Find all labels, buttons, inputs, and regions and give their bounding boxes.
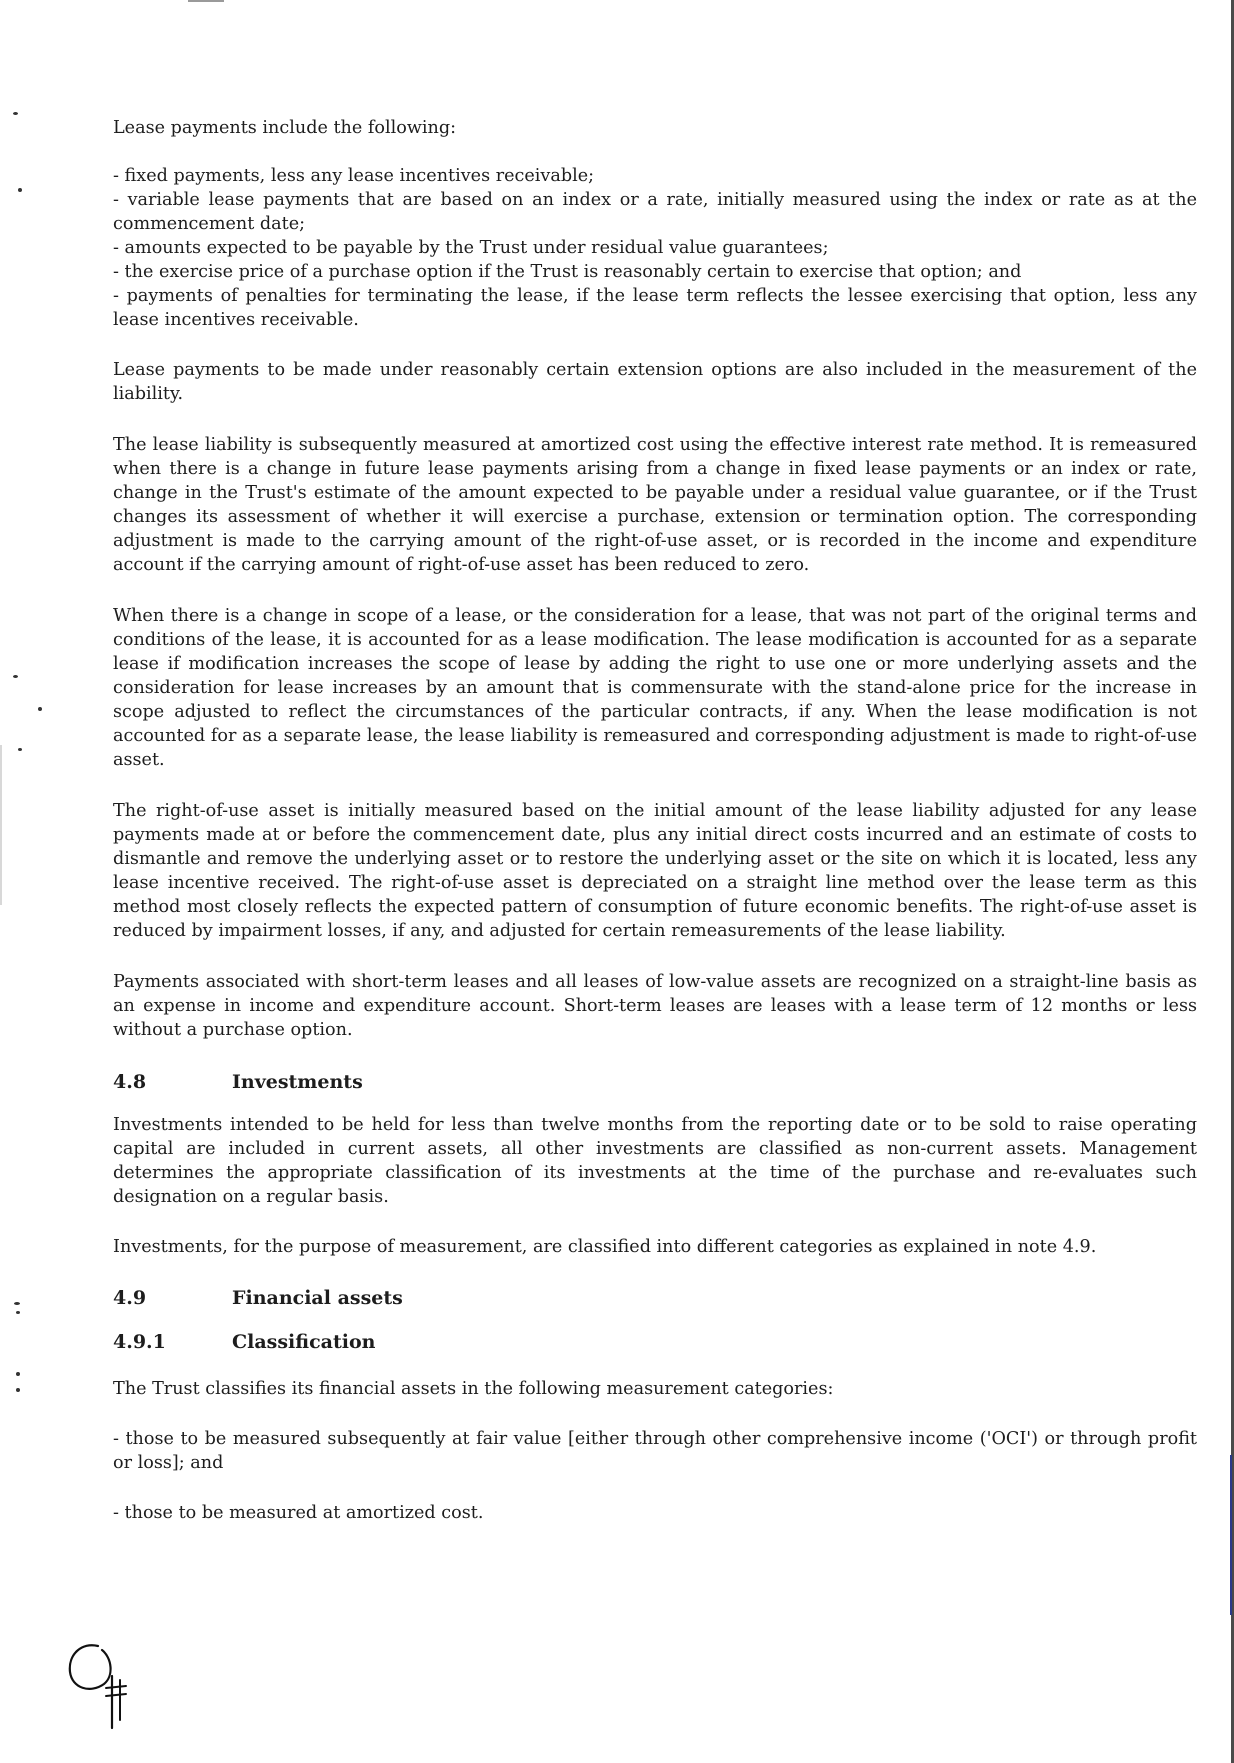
- paragraph: The Trust classifies its financial assets in the following measurement categories:: [113, 1379, 834, 1399]
- list-item: - those to be measured at amortized cost.: [113, 1503, 484, 1523]
- scan-artifact: [38, 707, 42, 711]
- scan-artifact: [0, 745, 2, 905]
- paragraph: Payments associated with short-term leases and all leases of low-value assets are recognized on a straight-line basis as an expense in income and expenditure account. Short-term leases are leases with a lease term of 12 months or less without a purchase option.: [113, 972, 1197, 1040]
- scan-artifact: [188, 0, 224, 2]
- paragraph: When there is a change in scope of a lease, or the consideration for a lease, that was not part of the original terms and conditions of the lease, it is accounted for as a lease modification. The lease modification is accounted for as a separate lease if modification increases the scope of lease by adding the right to use one or more underlying assets and the consideration for lease increases by an amount that is commensurate with the stand-alone price for the increase in scope adjusted to reflect the circumstances of the particular contracts, if any. When the lease modification is not accounted for as a separate lease, the lease liability is remeasured and corresponding adjustment is made to right-of-use asset.: [113, 606, 1197, 770]
- scan-artifact: [18, 748, 22, 751]
- list-item: - variable lease payments that are based on an index or a rate, initially measured using the index or rate as at the commencement date;: [113, 190, 1197, 234]
- paragraph: Investments intended to be held for less than twelve months from the reporting date or to be sold to raise operating capital are included in current assets, all other investments are classified as non-current assets. Management determines the appropriate classification of its investments at the time of the purchase and re-evaluates such designation on a regular basis.: [113, 1115, 1197, 1207]
- section-number: 4.9: [113, 1287, 147, 1309]
- paragraph: The right-of-use asset is initially measured based on the initial amount of the lease liability adjusted for any lease payments made at or before the commencement date, plus any initial direct costs incurred and an estimate of costs to dismantle and remove the underlying asset or to restore the underlying asset or the site on which it is located, less any lease incentive received. The right-of-use asset is depreciated on a straight line method over the lease term as this method most closely reflects the expected pattern of consumption of future economic benefits. The right-of-use asset is reduced by impairment losses, if any, and adjusted for certain remeasurements of the lease liability.: [113, 801, 1197, 941]
- list-item: - payments of penalties for terminating the lease, if the lease term reflects the lessee exercising that option, less any lease incentives receivable.: [113, 286, 1197, 330]
- paragraph: Investments, for the purpose of measurement, are classified into different categories as explained in note 4.9.: [113, 1237, 1097, 1257]
- scan-artifact: [16, 1388, 20, 1392]
- scan-artifact: [18, 188, 22, 192]
- list-item: - the exercise price of a purchase option if the Trust is reasonably certain to exercise that option; and: [113, 262, 1022, 282]
- list-item: - those to be measured subsequently at fair value [either through other comprehensive income ('OCI') or through profit or loss]; and: [113, 1429, 1197, 1473]
- scan-artifact: [13, 675, 18, 678]
- paragraph: Lease payments to be made under reasonably certain extension options are also included in the measurement of the liability.: [113, 360, 1197, 404]
- section-number: 4.9.1: [113, 1331, 166, 1353]
- lease-payments-list: [113, 164, 1197, 332]
- section-heading-4-8: [113, 1069, 1197, 1095]
- section-title: Financial assets: [232, 1287, 403, 1309]
- list-item: - fixed payments, less any lease incentives receivable;: [113, 166, 595, 186]
- section-title: Classification: [232, 1331, 376, 1353]
- section-heading-4-9: [113, 1285, 1197, 1311]
- handwritten-initials: [62, 1636, 132, 1732]
- scan-artifact: [13, 112, 18, 115]
- page-edge-mark: [1230, 1455, 1232, 1615]
- scan-artifact: [16, 1311, 20, 1314]
- section-number: 4.8: [113, 1071, 147, 1093]
- section-heading-4-9-1: [113, 1329, 1197, 1355]
- paragraph: The lease liability is subsequently measured at amortized cost using the effective interest rate method. It is remeasured when there is a change in future lease payments arising from a change in fixed lease payments or an index or rate, change in the Trust's estimate of the amount expected to be payable under a residual value guarantee, or if the Trust changes its assessment of whether it will exercise a purchase, extension or termination option. The corresponding adjustment is made to the carrying amount of the right-of-use asset, or is recorded in the income and expenditure account if the carrying amount of right-of-use asset has been reduced to zero.: [113, 435, 1197, 575]
- section-title: Investments: [232, 1071, 363, 1093]
- document-body: [113, 116, 1197, 1525]
- scan-artifact: [16, 1372, 20, 1376]
- scan-artifact: [14, 1302, 20, 1305]
- list-item: - amounts expected to be payable by the Trust under residual value guarantees;: [113, 238, 829, 258]
- lease-payments-intro: Lease payments include the following:: [113, 118, 457, 138]
